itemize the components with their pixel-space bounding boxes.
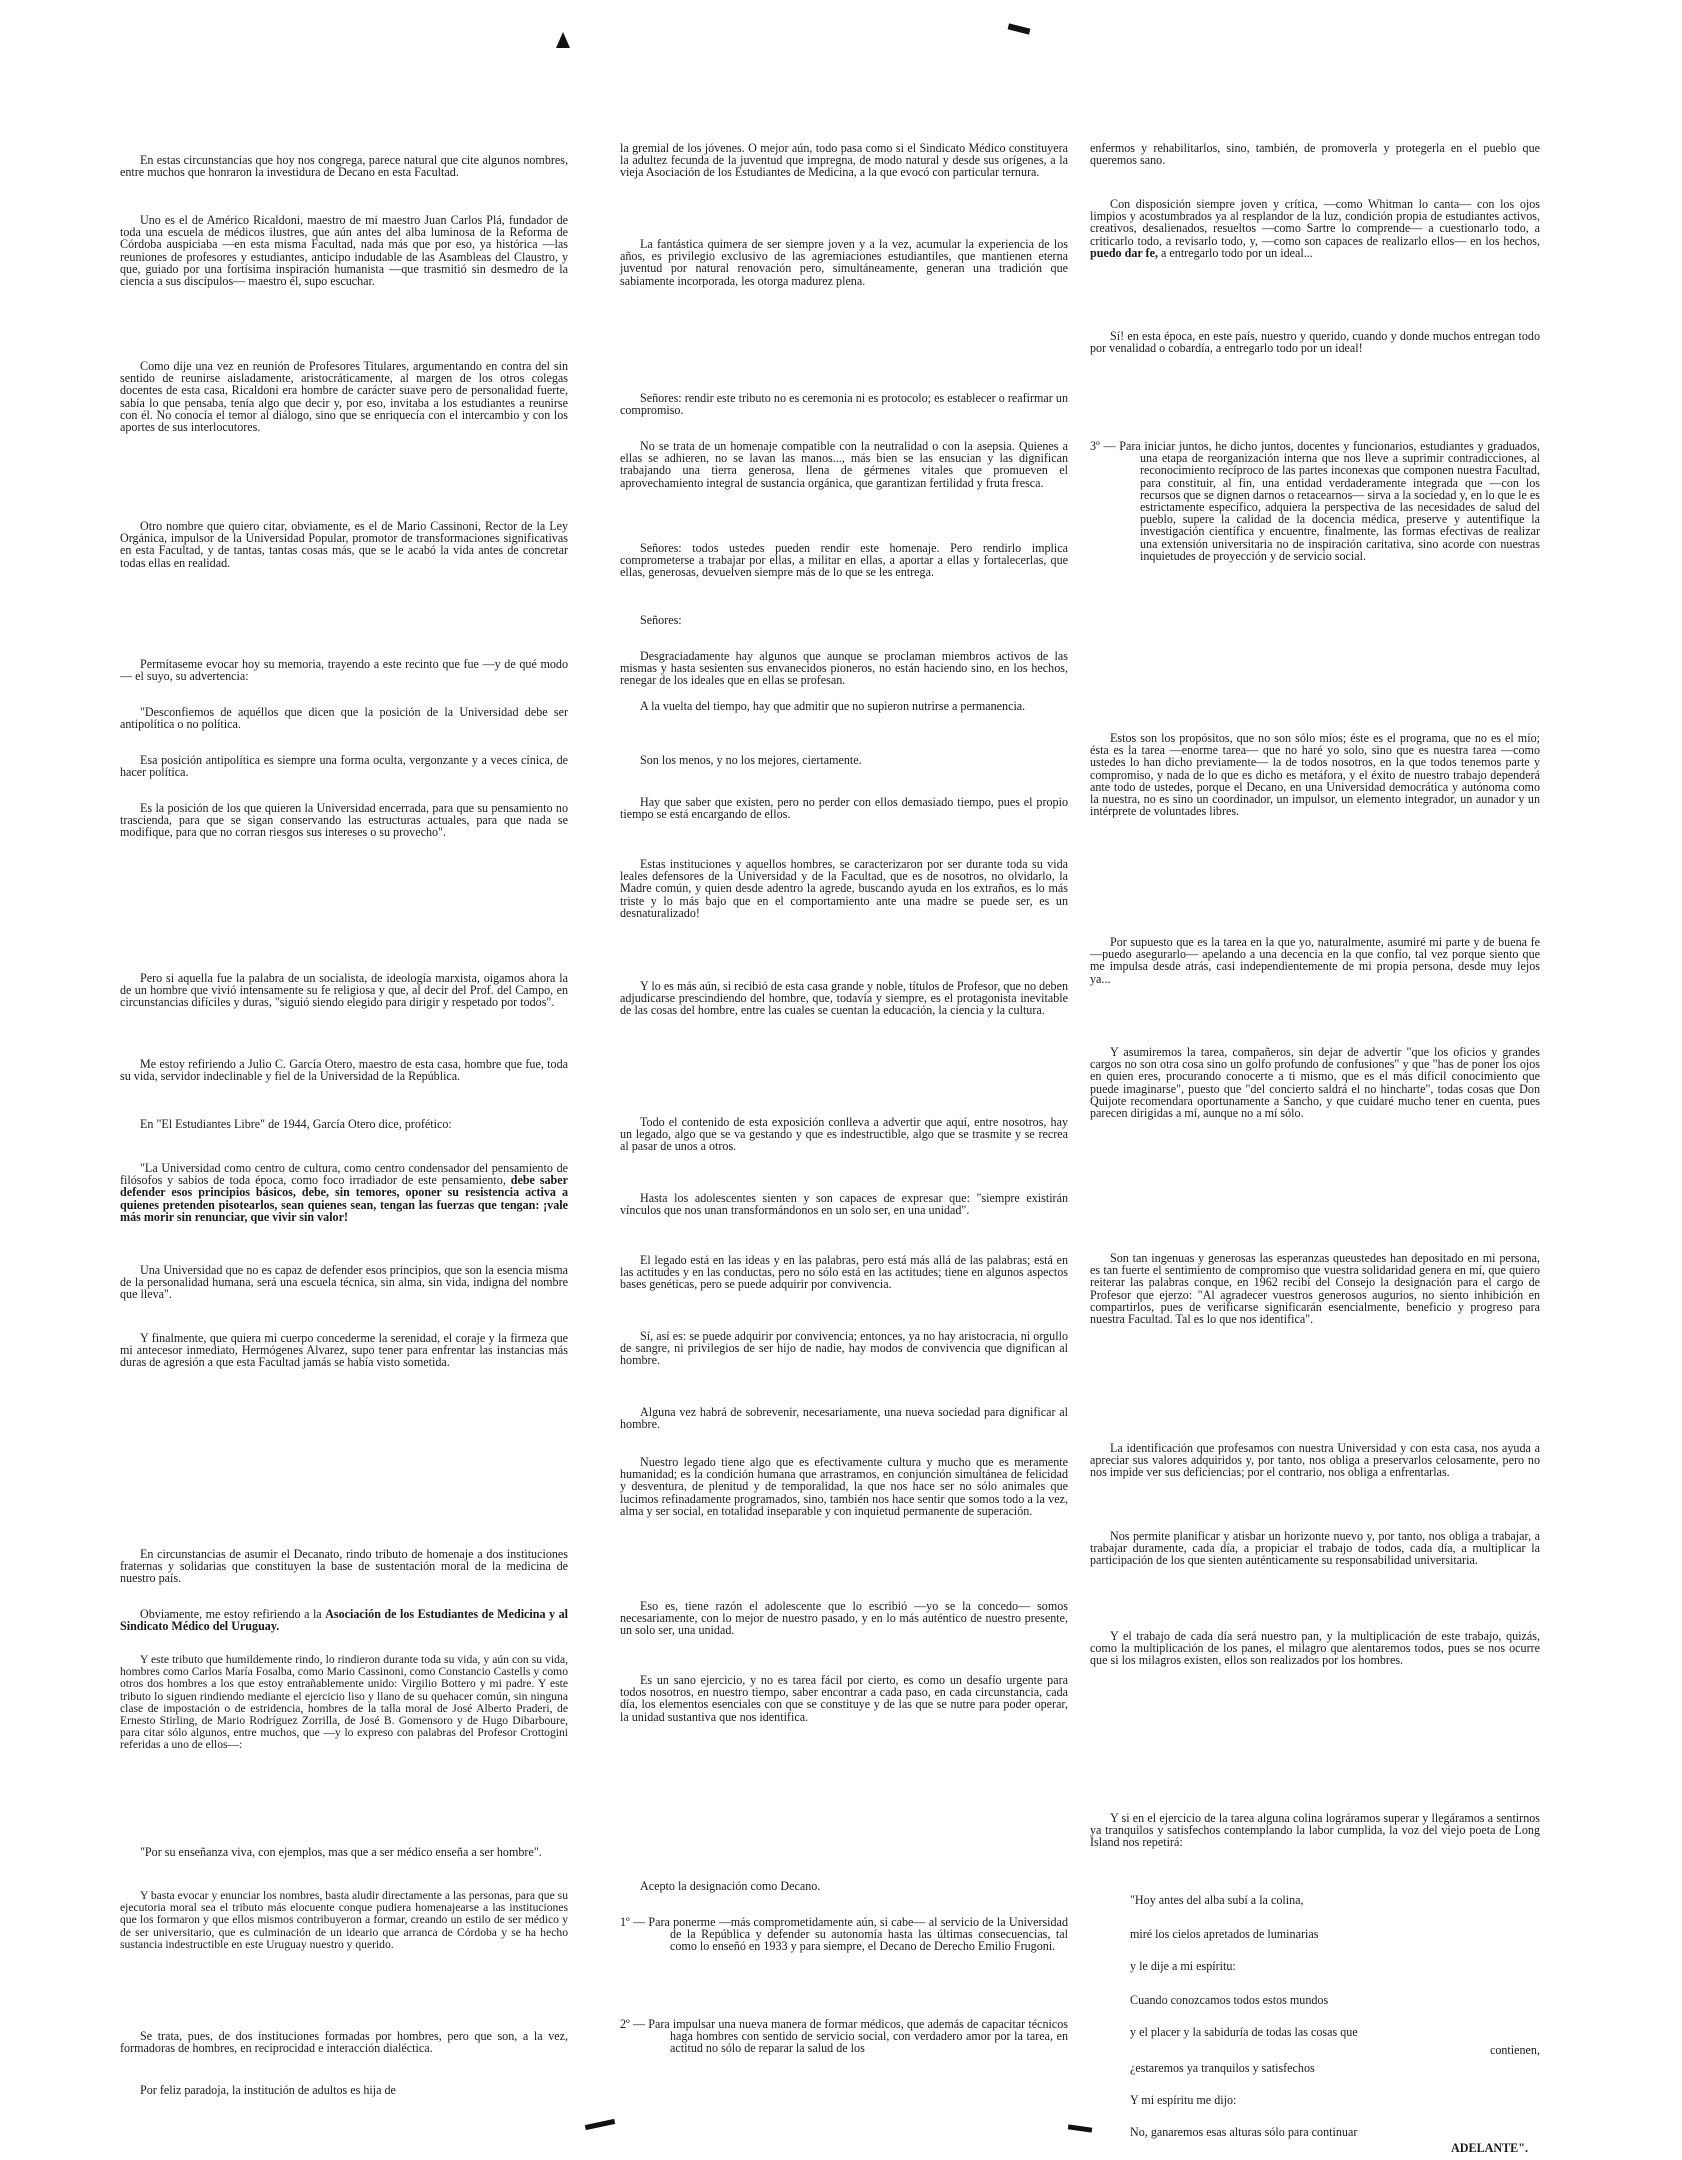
paragraph: la gremial de los jóvenes. O mejor aún, todo pasa como si el Sindicato Médico constituyera la adultez fecunda de la juventud que impregna, de modo natural y desde sus orígenes, a la vieja Asociación de los Estudiantes de Medicina, a la que evocó con particular ternura. [620,141,1068,180]
paragraph: Y asumiremos la tarea, compañeros, sin dejar de advertir "que los oficios y grandes cargos no son otra cosa sino un golfo profundo de confusiones" y que "has de poner los ojos en quien eres, procurando conocerte a ti mismo, que es el más difícil conocimiento que puede imaginarse", puesto que "del concierto saldrá el no hincharte", todas cosas que Don Quijote recomendara oportunamente a Sancho, y que cuidaré mucho tener en cuenta, pues parecen dirigidas a mí, aunque no a mí sólo. [1090,1045,1540,1121]
paragraph: Me estoy refiriendo a Julio C. García Otero, maestro de esta casa, hombre que fue, toda su vida, servidor indeclinable y fiel de la Universidad de la República. [120,1057,568,1084]
paragraph: Sí! en esta época, en este país, nuestro y querido, cuando y donde muchos entregan todo por venalidad o cobardía, a entregarlo todo por un ideal! [1090,329,1540,356]
paragraph: Uno es el de Américo Ricaldoni, maestro de mi maestro Juan Carlos Plá, fundador de toda una escuela de médicos ilustres, que aún antes del alba luminosa de la Reforma de Córdoba auspiciaba —en esta misma Facultad, nada más que por eso, ya histórica —las reuniones de profesores y estudiantes, anticipo indudable de las Asambleas del Claustro, y que, guiado por una fortísima inspiración humanista —que trasmitió sin desmedro de la ciencia a sus discípulos— maestro él, supo escuchar. [120,213,568,289]
paragraph: Son tan ingenuas y generosas las esperanzas queustedes han depositado en mi persona, es tan fuerte el sentimiento de compromiso que vuestra solidaridad genera en mí, que quiero reiterar las palabras conque, en 1962 recibí del Consejo la designación para el cargo de Profesor que ejerzo: "Al agradecer vuestros generosos augurios, no siento inhibición en compartirlos, pues de verificarse significarán esencialmente, beneficio y progreso para nuestra Facultad. Tal es lo que nos identifica". [1090,1251,1540,1327]
paragraph: Como dije una vez en reunión de Profesores Titulares, argumentando en contra del sin sentido de reunirse aisladamente, aristocráticamente, al margen de los otros colegas docentes de esta casa, Ricaldoni era hombre de carácter suave pero de personalidad fuerte, sabía lo que pensaba, tenía algo que decir y, por eso, invitaba a los estudiantes a reunirse con él. No conocía el temor al diálogo, sino que se enriquecía con el intercambio y con los aportes de sus interlocutores. [120,359,568,435]
paragraph: Por supuesto que es la tarea en la que yo, naturalmente, asumiré mi parte y de buena fe —puedo asegurarlo— apelando a una decencia en la que confío, tal vez porque siento que me impulsa desde atrás, casi independientemente de mi propia persona, desde muy lejos ya... [1090,935,1540,986]
scan-mark-bottom-right [1068,2124,1092,2132]
paragraph: Por feliz paradoja, la institución de adultos es hija de [140,2083,396,2097]
quote: "La Universidad como centro de cultura, como centro condensador del pensamiento de filósofos y sabios de toda época, como foco irradiador de este pensamiento, debe saber defender esos principios básicos, debe, sin temores, oponer su resistencia activa a quienes pretenden pisotearlos, sean quienes sean, tengan las fuerzas que tengan: ¡vale más morir sin renunciar, que vivir sin valor! [120,1161,568,1224]
paragraph: Y lo es más aún, si recibió de esta casa grande y noble, títulos de Profesor, que no deben adjudicarse prescindiendo del hombre, que, todavía y siempre, es el protagonista inevitable de las cosas del hombre, entre las cuales se cuentan la educación, la ciencia y la cultura. [620,979,1068,1018]
paragraph: No se trata de un homenaje compatible con la neutralidad o con la asepsia. Quienes a ellas se adhieren, no se lavan las manos..., más bien se las ensucian y las dignifican trabajando una tierra generosa, llena de gérmenes vitales que promueven el aprovechamiento integral de sustancia orgánica, que garantizan fertilidad y fruta fresca. [620,439,1068,490]
paragraph: En estas circunstancias que hoy nos congrega, parece natural que cite algunos nombres, entre muchos que honraron la investidura de Decano en esta Facultad. [120,153,568,180]
poem-line: y el placer y la sabiduría de todas las cosas que [1130,2025,1358,2039]
paragraph: Señores: rendir este tributo no es ceremonia ni es protocolo; es establecer o reafirmar un compromiso. [620,391,1068,418]
paragraph: A la vuelta del tiempo, hay que admitir que no supieron nutrirse a permanencia. [640,699,1026,713]
paragraph: La fantástica quimera de ser siempre joven y a la vez, acumular la experiencia de los años, es privilegio exclusivo de las agremiaciones estudiantiles, que mantienen eterna juventud por natural renovación pero, simultáneamente, generan una tradición que sabiamente incorporada, les otorga madurez plena. [620,237,1068,288]
paragraph: Nos permite planificar y atisbar un horizonte nuevo y, por tanto, nos obliga a trabajar, a trabajar duramente, cada día, a propiciar el trabajo de todos, cada día, a multiplicar la participación de los que sienten auténticamente su responsabilidad universitaria. [1090,1529,1540,1568]
paragraph: Señores: [640,613,682,627]
list-item: 3º — Para iniciar juntos, he dicho juntos, docentes y funcionarios, estudiantes y graduados, una etapa de reorganización interna que nos lleve a suprimir contradicciones, al reconocimiento recíproco de las partes inconexas que componen nuestra Facultad, para constituir, al fin, una entidad verdaderamente integrada que —con los recursos que se dignen darnos o retacearnos— sirva a la sociedad y, en lo que le es estrictamente específico, adquiera la perspectiva de las necesidades de salud del pueblo, supere la calidad de la docencia médica, preserve y autentifique la investigación científica y encuentre, finalmente, las formas efectivas de realizar una extensión universitaria no de inspiración caritativa, sino acorde con nuestras inquietudes de proyección y de servicio social. [1090,439,1540,563]
poem-line: miré los cielos apretados de luminarias [1130,1927,1319,1941]
poem-line: Cuando conozcamos todos estos mundos [1130,1993,1329,2007]
paragraph: Y finalmente, que quiera mi cuerpo concederme la serenidad, el coraje y la firmeza que mi antecesor inmediato, Hermógenes Alvarez, supo tener para enfrentar las instancias más duras de agresión a que esta Facultad jamás se había visto sometida. [120,1331,568,1370]
paragraph: La identificación que profesamos con nuestra Universidad y con esta casa, nos ayuda a apreciar sus valores adquiridos y, por tanto, nos obliga a preservarlos celosamente, pero no nos impide ver sus deficiencias; por el contrario, nos obliga a enfrentarlas. [1090,1441,1540,1480]
poem-line: No, ganaremos esas alturas sólo para continuar [1130,2125,1358,2139]
paragraph: Se trata, pues, de dos instituciones formadas por hombres, pero que son, a la vez, formadoras de hombres, en reciprocidad e interacción dialéctica. [120,2029,568,2056]
paragraph: Alguna vez habrá de sobrevenir, necesariamente, una nueva sociedad para dignificar al hombre. [620,1405,1068,1432]
poem-line: "Hoy antes del alba subí a la colina, [1130,1893,1304,1907]
scan-mark-bottom-left [585,2119,615,2130]
poem-line: y le dije a mi espíritu: [1130,1959,1236,1973]
paragraph: Y si en el ejercicio de la tarea alguna colina lográramos superar y llegáramos a sentirnos ya tranquilos y satisfechos contemplando la labor cumplida, la voz del viejo poeta de Long Island nos repetirá: [1090,1811,1540,1850]
poem-line: contienen, [1489,2043,1540,2057]
paragraph: En "El Estudiantes Libre" de 1944, García Otero dice, profético: [140,1117,452,1131]
paragraph: Con disposición siempre joven y crítica, —como Whitman lo canta— con los ojos limpios y acostumbrados ya al resplandor de la luz, condición propia de estudiantes activos, creativos, desalienados, resueltos —como Sartre lo comprende— a cuestionarlo todo, a criticarlo todo, a revisarlo todo, y, —como son capaces de realizarlo ellos— en los hechos, puedo dar fe, a entregarlo todo por un ideal... [1090,197,1540,260]
list-item: 1º — Para ponerme —más comprometidamente aún, si cabe— al servicio de la Universidad de la República y defender su autonomía hasta las últimas consecuencias, tal como lo enseñó en 1933 y para siempre, el Decano de Derecho Emilio Frugoni. [620,1915,1068,1954]
poem-line: Y mi espíritu me dijo: [1130,2093,1237,2107]
closing-word: ADELANTE". [1451,2141,1528,2155]
paragraph: El legado está en las ideas y en las palabras, pero está más allá de las palabras; está en las actitudes y en las conductas, pero no sólo está en las actitudes; tiene en algunos aspectos bases genéticas, pero se puede adquirir por convivencia. [620,1253,1068,1292]
paragraph: Estas instituciones y aquellos hombres, se caracterizaron por ser durante toda su vida leales defensores de la Universidad y de la Facultad, que es de nosotros, no olvidarlo, la Madre común, y quien desde adentro la agrede, buscando ayuda en los extraños, es lo más triste y lo más bajo que en el comportamiento ante una madre se puede ser, es un desnaturalizado! [620,857,1068,920]
paragraph: Otro nombre que quiero citar, obviamente, es el de Mario Cassinoni, Rector de la Ley Orgánica, impulsor de la Universidad Popular, promotor de transformaciones significativas en esta Facultad, y de tantas, tantas cosas más, que se le acabó la vida antes de concretar todas ellas en realidad. [120,519,568,570]
quote: "Desconfiemos de aquéllos que dicen que la posición de la Universidad debe ser antipolítica o no política. [120,705,568,732]
paragraph: Es un sano ejercicio, y no es tarea fácil por cierto, es como un desafío urgente para todos nosotros, en nuestro tiempo, saber encontrar a cada paso, en cada circunstancia, cada día, los elementos esenciales con que se constituye y de las que se nutre para poder operar, la unidad sustantiva que nos identifica. [620,1673,1068,1724]
paragraph: Acepto la designación como Decano. [640,1879,821,1893]
scan-mark-top-left [556,32,570,48]
paragraph: Y basta evocar y enunciar los nombres, basta aludir directamente a las personas, para que su ejecutoria moral sea el tributo más elocuente conque pudiera homenajearse a las instituciones que los formaron y que ellos mismos contribuyeron a formar, creando un estilo de ser médico y de ser universitario, que es culminación de un ideario que arranca de Córdoba y se ha hecho sustancia indestructible en este Uruguay nuestro y querido. [120,1889,568,1951]
paragraph: Todo el contenido de esta exposición conlleva a advertir que aquí, entre nosotros, hay un legado, algo que se va gestando y que es indestructible, algo que se trasmite y se recrea al pasar de unos a otros. [620,1115,1068,1154]
paragraph: Sí, así es: se puede adquirir por convivencia; entonces, ya no hay aristocracia, ni orgullo de sangre, ni privilegios de ser hijo de nadie, hay modos de convivencia que dignifican al hombre. [620,1329,1068,1368]
quote: "Por su enseñanza viva, con ejemplos, mas que a ser médico enseña a ser hombre". [140,1845,542,1859]
paragraph: Y el trabajo de cada día será nuestro pan, y la multiplicación de este trabajo, quizás, como la multiplicación de los panes, el milagro que alentaremos todos, pues se nos ocurre que si los milagros existen, ellos son realizados por los hombres. [1090,1629,1540,1668]
paragraph: Nuestro legado tiene algo que es efectivamente cultura y mucho que es meramente humanidad; es la condición humana que arrastramos, en conjunción simultánea de felicidad y desventura, de plenitud y de temporalidad, la que nos hace ser no sólo animales que lucimos refinadamente programados, sino, también nos hace sentir que somos todo a la vez, alma y ser social, en totalidad inseparable y con inquietud permanente de superación. [620,1455,1068,1518]
paragraph: Eso es, tiene razón el adolescente que lo escribió —yo se la concedo— somos necesariamente, con lo mejor de nuestro pasado, y en lo más auténtico de nuestro presente, un solo ser, una unidad. [620,1599,1068,1638]
paragraph: Estos son los propósitos, que no son sólo míos; éste es el programa, que no es el mío; ésta es la tarea —enorme tarea— que no haré yo solo, sino que es nuestra tarea —como ustedes lo han dicho previamente— la de todos nosotros, en la que todos tenemos parte y compromiso, y nada de lo que es dicho es metáfora, y el éxito de nuestro trabajo dependerá ante todo de ustedes, porque el Decano, en una Universidad democrática y autónoma como la nuestra, no es sino un coordinador, un impulsor, un elemento integrador, un aunador y un intérprete de voluntades libres. [1090,731,1540,819]
paragraph: Señores: todos ustedes pueden rendir este homenaje. Pero rendirlo implica comprometerse a trabajar por ellas, a militar en ellas, a aportar a ellas y fortalecerlas, que ellas, generosas, devuelven siempre más de lo que se les entrega. [620,541,1068,580]
quote: Una Universidad que no es capaz de defender esos principios, que son la esencia misma de la personalidad humana, será una escuela técnica, sin alma, sin vida, indigna del nombre que lleva". [120,1263,568,1302]
paragraph: Son los menos, y no los mejores, ciertamente. [640,753,862,767]
paragraph: Desgraciadamente hay algunos que aunque se proclaman miembros activos de las mismas y hasta sesienten sus envanecidos pioneros, no están haciendo sino, en los hechos, renegar de los ideales que en ellas se profesan. [620,649,1068,688]
quote: Es la posición de los que quieren la Universidad encerrada, para que su pensamiento no trascienda, para que se sigan conservando las estructuras actuales, para que nada se modifique, para que no corran riesgos sus intereses o su provecho". [120,801,568,840]
paragraph: enfermos y rehabilitarlos, sino, también, de promoverla y protegerla en el pueblo que queremos sano. [1090,141,1540,168]
quote: Esa posición antipolítica es siempre una forma oculta, vergonzante y a veces cínica, de hacer política. [120,753,568,780]
paragraph: Y este tributo que humildemente rindo, lo rindieron durante toda su vida, y aún con su vida, hombres como Carlos María Fosalba, como Mario Cassinoni, como Constancio Castells y como otros dos hombres a los que estoy entrañablemente unido: Virgilio Bottero y mi padre. Y este tributo lo siguen rindiendo mediante el ejercicio liso y llano de su quehacer común, sin ninguna clase de impostación o de estridencia, hombres de la talla moral de José Alberto Praderi, de Ernesto Stirling, de Mario Rodríguez Zorrilla, de José B. Gomensoro y de Hugo Dibarboure, para citar sólo algunos, entre muchos, que —y lo expreso con palabras del Profesor Crottogini referidas a uno de ellos—: [120,1653,568,1752]
scan-mark-top-right [1008,23,1031,34]
paragraph: Permítaseme evocar hoy su memoria, trayendo a este recinto que fue —y de qué modo— el suyo, su advertencia: [120,657,568,684]
paragraph: Hasta los adolescentes sienten y son capaces de expresar que: "siempre existirán vínculos que nos unan transformándonos en un solo ser, en una unidad". [620,1191,1068,1218]
paragraph: Pero si aquella fue la palabra de un socialista, de ideología marxista, oigamos ahora la de un hombre que vivió intensamente su fe religiosa y que, al decir del Prof. del Campo, en circunstancias difíciles y duras, "siguió siendo elegido para dirigir y respetado por todos". [120,971,568,1010]
list-item: 2º — Para impulsar una nueva manera de formar médicos, que además de capacitar técnicos haga hombres con sentido de servicio social, con verdadero amor por la tarea, en actitud no sólo de reparar la salud de los [620,2017,1068,2056]
paragraph: Hay que saber que existen, pero no perder con ellos demasiado tiempo, pues el propio tiempo se está encargando de ellos. [620,795,1068,822]
paragraph: Obviamente, me estoy refiriendo a la Asociación de los Estudiantes de Medicina y al Sindicato Médico del Uruguay. [120,1607,568,1634]
paragraph: En circunstancias de asumir el Decanato, rindo tributo de homenaje a dos instituciones fraternas y solidarias que constituyen la base de sustentación moral de la medicina de nuestro país. [120,1547,568,1586]
poem-line: ¿estaremos ya tranquilos y satisfechos [1130,2061,1315,2075]
